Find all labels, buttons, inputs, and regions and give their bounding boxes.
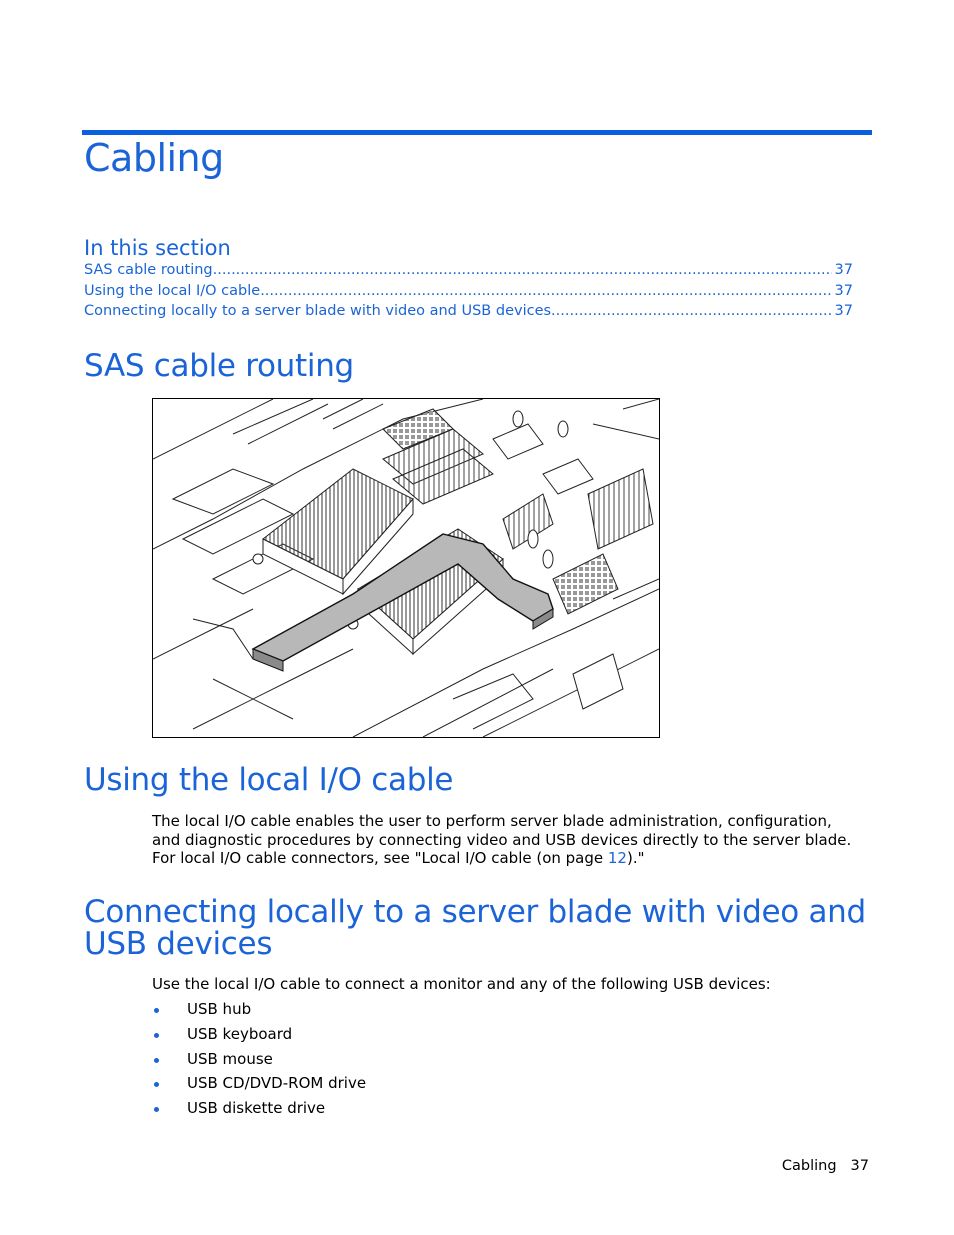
toc-leader	[260, 283, 831, 299]
toc-leader	[213, 262, 832, 278]
sas-cable-routing-illustration	[152, 398, 660, 738]
local-io-text: The local I/O cable enables the user to perform server blade administration, configuration, and diagnostic procedures by connecting video and USB devices directly to the server blade. For local I/O cable connectors, see "Local I/O cable (on page	[152, 812, 852, 868]
connecting-intro: Use the local I/O cable to connect a monitor and any of the following USB devices:	[152, 975, 771, 993]
bullet-icon	[154, 1107, 159, 1112]
bullet-icon	[154, 1008, 159, 1013]
toc-list	[84, 262, 853, 324]
list-item-label: USB mouse	[187, 1049, 273, 1068]
list-item	[152, 1097, 366, 1122]
section-title-connecting: Connecting locally to a server blade with video and USB devices	[84, 894, 866, 962]
bullet-icon	[154, 1082, 159, 1087]
toc-heading: In this section	[84, 236, 231, 260]
page-link[interactable]: 12	[607, 849, 627, 868]
footer-page-number: 37	[850, 1158, 869, 1174]
toc-entry-page: 37	[834, 303, 853, 319]
list-item	[152, 998, 366, 1023]
list-item-label: USB diskette drive	[187, 1099, 326, 1118]
list-item	[152, 1072, 366, 1097]
toc-entry-local-io-cable[interactable]	[84, 283, 853, 304]
toc-entry-label: Using the local I/O cable	[84, 282, 261, 299]
list-item-label: USB CD/DVD-ROM drive	[187, 1074, 367, 1093]
local-io-paragraph	[152, 812, 852, 868]
section-title-sas: SAS cable routing	[84, 348, 354, 384]
toc-entry-label: Connecting locally to a server blade with video and USB devices	[84, 303, 552, 319]
bullet-icon	[154, 1033, 159, 1038]
chapter-rule	[82, 130, 872, 135]
toc-entry-connecting-locally[interactable]	[84, 303, 853, 324]
local-io-text-end: )."	[626, 849, 645, 868]
list-item	[152, 1023, 366, 1048]
toc-entry-page: 37	[834, 282, 853, 299]
list-item-label: USB keyboard	[187, 1024, 293, 1043]
list-item	[152, 1048, 366, 1073]
list-item-label: USB hub	[187, 1000, 252, 1018]
toc-entry-page: 37	[834, 262, 853, 278]
toc-entry-label: SAS cable routing	[84, 262, 213, 278]
footer-section: Cabling	[781, 1158, 837, 1174]
toc-entry-sas-cable-routing[interactable]	[84, 262, 853, 283]
page-footer	[782, 1158, 869, 1174]
toc-leader	[551, 303, 832, 319]
usb-device-list	[152, 998, 366, 1122]
chapter-title: Cabling	[84, 136, 224, 180]
section-title-local-io: Using the local I/O cable	[84, 762, 454, 798]
bullet-icon	[154, 1058, 159, 1063]
